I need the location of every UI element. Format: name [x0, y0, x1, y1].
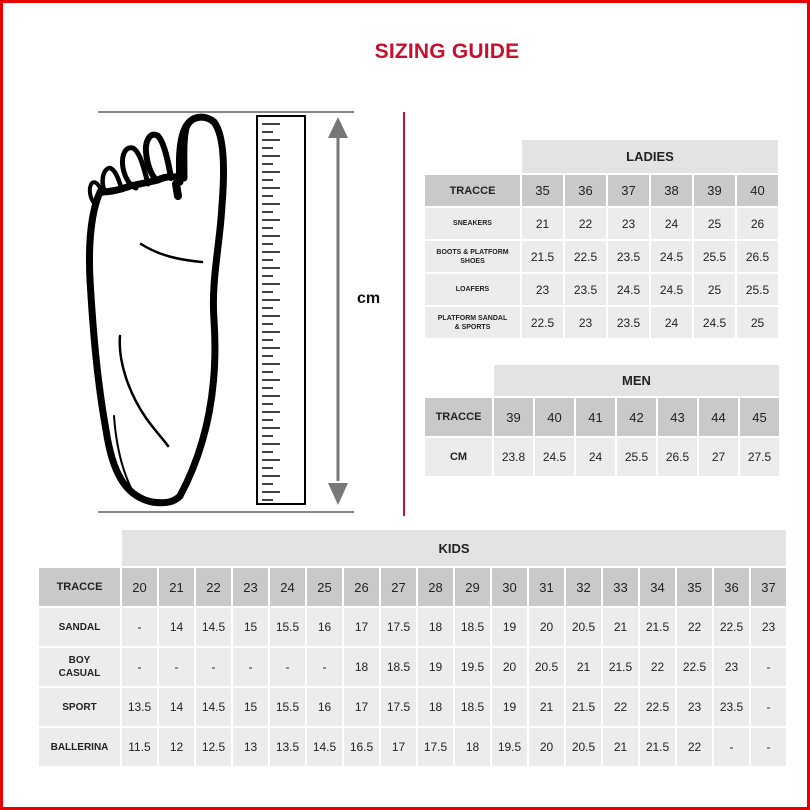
- ladies-heading: LADIES: [522, 140, 778, 173]
- table-cell: 21.5: [603, 648, 638, 686]
- table-cell: 23.5: [565, 274, 606, 305]
- men-size: 43: [658, 398, 697, 436]
- table-cell: 15.5: [270, 688, 305, 726]
- table-cell: 18: [418, 608, 453, 646]
- men-size: 39: [494, 398, 533, 436]
- table-cell: 24.5: [651, 274, 692, 305]
- kids-size: 30: [492, 568, 527, 606]
- table-cell: 14.5: [307, 728, 342, 766]
- table-row: [425, 307, 778, 338]
- table-cell: 12.5: [196, 728, 231, 766]
- table-cell: 23: [565, 307, 606, 338]
- men-size-table: [423, 363, 781, 478]
- table-cell: 22: [565, 208, 606, 239]
- table-cell: 27: [699, 438, 738, 476]
- men-header-row: [425, 398, 779, 436]
- table-cell: 16: [307, 688, 342, 726]
- kids-size: 31: [529, 568, 564, 606]
- table-cell: 21: [603, 608, 638, 646]
- men-size: 42: [617, 398, 656, 436]
- kids-size: 22: [196, 568, 231, 606]
- page-title: SIZING GUIDE: [374, 40, 520, 63]
- table-row: [425, 208, 778, 239]
- table-cell: 25.5: [737, 274, 778, 305]
- table-cell: 21: [603, 728, 638, 766]
- unit-label: cm: [357, 290, 381, 307]
- table-cell: 27.5: [740, 438, 779, 476]
- table-cell: 18: [418, 688, 453, 726]
- table-cell: 19.5: [455, 648, 490, 686]
- kids-size: 21: [159, 568, 194, 606]
- table-cell: 23.5: [714, 688, 749, 726]
- table-cell: 25.5: [617, 438, 656, 476]
- table-cell: 24: [651, 307, 692, 338]
- ladies-size: 35: [522, 175, 563, 206]
- table-cell: -: [714, 728, 749, 766]
- table-cell: 24.5: [694, 307, 735, 338]
- kids-size: 23: [233, 568, 268, 606]
- row-label: SANDAL: [39, 608, 120, 646]
- table-cell: 18.5: [455, 688, 490, 726]
- table-cell: 22: [677, 608, 712, 646]
- vertical-divider: [403, 112, 405, 516]
- table-cell: 22.5: [677, 648, 712, 686]
- foot-measurement-diagram: [0, 0, 400, 530]
- table-cell: 23.8: [494, 438, 533, 476]
- kids-size: 37: [751, 568, 786, 606]
- men-size: 41: [576, 398, 615, 436]
- table-cell: 23: [522, 274, 563, 305]
- row-label: SNEAKERS: [425, 208, 520, 239]
- table-cell: 14.5: [196, 608, 231, 646]
- table-row: [39, 728, 786, 766]
- men-size: 45: [740, 398, 779, 436]
- table-cell: 23: [714, 648, 749, 686]
- row-label: CM: [425, 438, 492, 476]
- table-cell: 18: [344, 648, 379, 686]
- table-cell: 22: [677, 728, 712, 766]
- table-cell: 17: [381, 728, 416, 766]
- table-cell: 22: [603, 688, 638, 726]
- table-cell: 19.5: [492, 728, 527, 766]
- table-cell: 17.5: [418, 728, 453, 766]
- kids-size: 27: [381, 568, 416, 606]
- ladies-size: 38: [651, 175, 692, 206]
- table-cell: 21.5: [640, 728, 675, 766]
- kids-size: 20: [122, 568, 157, 606]
- table-cell: 21: [522, 208, 563, 239]
- table-cell: 23.5: [608, 241, 649, 272]
- table-cell: 22.5: [522, 307, 563, 338]
- foot-outline-icon: [89, 117, 223, 503]
- table-cell: 26: [737, 208, 778, 239]
- table-cell: 25: [737, 307, 778, 338]
- row-label: BALLERINA: [39, 728, 120, 766]
- table-cell: -: [196, 648, 231, 686]
- table-cell: 13.5: [270, 728, 305, 766]
- table-cell: 18: [455, 728, 490, 766]
- ladies-size-table: [423, 138, 780, 340]
- height-arrow-icon: [328, 117, 348, 505]
- table-cell: 21.5: [640, 608, 675, 646]
- kids-size-table: [37, 528, 788, 768]
- table-row: [425, 438, 779, 476]
- table-cell: 13.5: [122, 688, 157, 726]
- table-row: [39, 608, 786, 646]
- row-label: BOY CASUAL: [39, 648, 120, 686]
- table-cell: 26.5: [658, 438, 697, 476]
- kids-header-row: [39, 568, 786, 606]
- ladies-header-label: TRACCE: [425, 175, 520, 206]
- kids-heading: KIDS: [122, 530, 786, 566]
- table-cell: 25: [694, 274, 735, 305]
- kids-size: 33: [603, 568, 638, 606]
- table-cell: 24: [576, 438, 615, 476]
- ladies-header-row: [425, 175, 778, 206]
- men-heading: MEN: [494, 365, 779, 396]
- table-cell: -: [233, 648, 268, 686]
- table-cell: -: [751, 728, 786, 766]
- table-cell: -: [122, 608, 157, 646]
- table-cell: -: [122, 648, 157, 686]
- table-cell: -: [751, 648, 786, 686]
- table-cell: 15.5: [270, 608, 305, 646]
- ladies-size: 36: [565, 175, 606, 206]
- table-cell: 12: [159, 728, 194, 766]
- table-corner: [425, 140, 520, 173]
- table-cell: 19: [492, 608, 527, 646]
- table-cell: 13: [233, 728, 268, 766]
- table-cell: 24.5: [608, 274, 649, 305]
- kids-size: 35: [677, 568, 712, 606]
- table-row: [39, 648, 786, 686]
- row-label: PLATFORM SANDAL & SPORTS: [425, 307, 520, 338]
- table-cell: 22: [640, 648, 675, 686]
- table-cell: 26.5: [737, 241, 778, 272]
- table-cell: 22.5: [565, 241, 606, 272]
- table-cell: 20: [492, 648, 527, 686]
- table-cell: 19: [492, 688, 527, 726]
- table-cell: 20: [529, 728, 564, 766]
- table-cell: -: [751, 688, 786, 726]
- kids-size: 26: [344, 568, 379, 606]
- table-cell: 15: [233, 608, 268, 646]
- ladies-size: 40: [737, 175, 778, 206]
- kids-size: 32: [566, 568, 601, 606]
- table-cell: 25.5: [694, 241, 735, 272]
- kids-size: 24: [270, 568, 305, 606]
- table-cell: 16: [307, 608, 342, 646]
- table-cell: 11.5: [122, 728, 157, 766]
- table-cell: 23: [608, 208, 649, 239]
- table-cell: 14.5: [196, 688, 231, 726]
- table-cell: 20.5: [566, 608, 601, 646]
- table-cell: 14: [159, 608, 194, 646]
- row-label: SPORT: [39, 688, 120, 726]
- table-cell: 17.5: [381, 608, 416, 646]
- men-header-label: TRACCE: [425, 398, 492, 436]
- table-cell: 22.5: [714, 608, 749, 646]
- kids-size: 29: [455, 568, 490, 606]
- table-cell: 21: [566, 648, 601, 686]
- ladies-size: 37: [608, 175, 649, 206]
- table-cell: 21.5: [566, 688, 601, 726]
- kids-header-label: TRACCE: [39, 568, 120, 606]
- kids-size: 36: [714, 568, 749, 606]
- table-cell: 21.5: [522, 241, 563, 272]
- table-cell: 17.5: [381, 688, 416, 726]
- table-cell: 18.5: [455, 608, 490, 646]
- table-cell: 18.5: [381, 648, 416, 686]
- table-cell: 25: [694, 208, 735, 239]
- ladies-size: 39: [694, 175, 735, 206]
- table-corner: [425, 365, 492, 396]
- row-label: BOOTS & PLATFORM SHOES: [425, 241, 520, 272]
- table-cell: 17: [344, 608, 379, 646]
- table-cell: 20.5: [566, 728, 601, 766]
- table-row: [425, 241, 778, 272]
- table-cell: 24.5: [535, 438, 574, 476]
- table-cell: 15: [233, 688, 268, 726]
- table-cell: 24: [651, 208, 692, 239]
- kids-size: 25: [307, 568, 342, 606]
- table-row: [39, 688, 786, 726]
- table-cell: -: [270, 648, 305, 686]
- table-cell: 23.5: [608, 307, 649, 338]
- table-cell: 20.5: [529, 648, 564, 686]
- men-size: 40: [535, 398, 574, 436]
- table-cell: 14: [159, 688, 194, 726]
- measuring-ruler-icon: [257, 116, 305, 504]
- table-cell: 16.5: [344, 728, 379, 766]
- table-cell: 23: [677, 688, 712, 726]
- table-cell: 19: [418, 648, 453, 686]
- table-cell: 22.5: [640, 688, 675, 726]
- kids-size: 34: [640, 568, 675, 606]
- table-cell: 20: [529, 608, 564, 646]
- table-cell: 17: [344, 688, 379, 726]
- table-corner: [39, 530, 120, 566]
- table-cell: 23: [751, 608, 786, 646]
- men-size: 44: [699, 398, 738, 436]
- table-cell: 21: [529, 688, 564, 726]
- kids-size: 28: [418, 568, 453, 606]
- table-cell: -: [307, 648, 342, 686]
- table-row: [425, 274, 778, 305]
- table-cell: -: [159, 648, 194, 686]
- row-label: LOAFERS: [425, 274, 520, 305]
- table-cell: 24.5: [651, 241, 692, 272]
